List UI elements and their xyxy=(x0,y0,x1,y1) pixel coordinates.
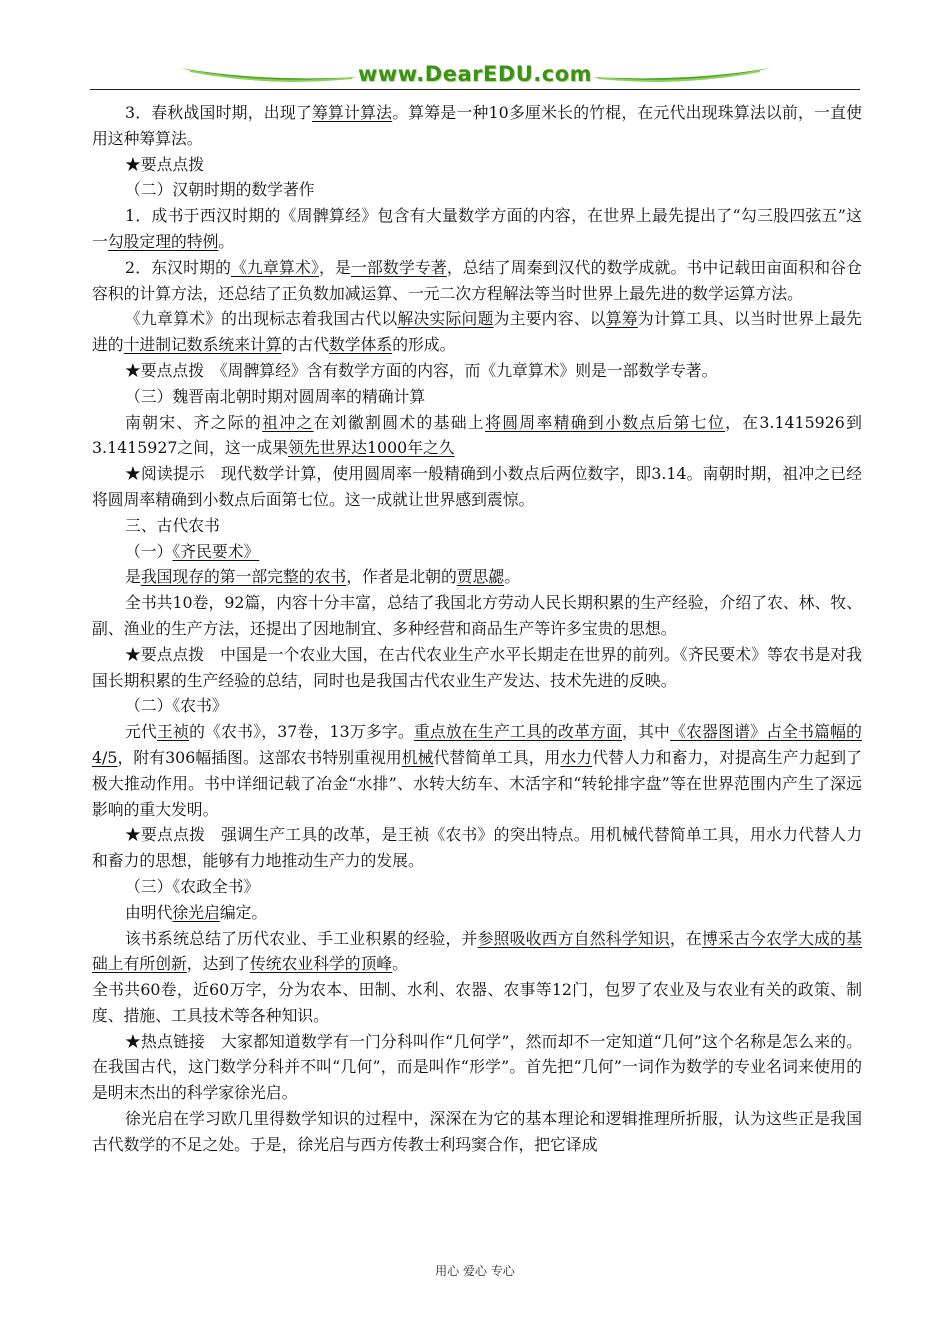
paragraph xyxy=(92,693,862,719)
underlined-text: 机械 xyxy=(401,747,434,767)
text-segment: （三）《农政全书》 xyxy=(125,876,260,896)
underlined-text: 祖冲之 xyxy=(262,412,314,432)
text-segment: 由明代 xyxy=(125,902,173,922)
text-segment: 三、古代农书 xyxy=(125,515,220,535)
paragraph xyxy=(92,539,862,565)
text-segment: 的形成。 xyxy=(392,335,456,355)
underlined-text: 贾思勰 xyxy=(456,567,505,587)
underlined-text: 将圆周率精确到小数点后第七位 xyxy=(485,412,726,432)
text-segment: 。算筹是一种10多厘米长的竹棍，在元代出现珠算法以前，一直使用这种筹算法。 xyxy=(92,103,862,148)
text-segment: （三）魏晋南北朝时期对圆周率的精确计算 xyxy=(125,386,426,406)
paragraph xyxy=(92,410,862,462)
text-segment: 该书系统总结了历代农业、手工业积累的经验，并 xyxy=(125,928,478,948)
site-logo-text: www.DearEDU.com xyxy=(357,62,593,86)
text-segment: 3．春秋战国时期，出现了 xyxy=(125,103,312,122)
paragraph xyxy=(92,306,862,358)
underlined-text: 王祯 xyxy=(157,722,190,742)
paragraph xyxy=(92,874,862,900)
text-segment: ★要点点拨 中国是一个农业大国，在古代农业生产水平长期走在世界的前列。《齐民要术》等农书是对我国长期积累的生产经验的总结，同时也是我国古代农业生产发达、技术先进的反映。 xyxy=(92,644,862,690)
text-segment: 元代 xyxy=(125,722,158,742)
article-body xyxy=(92,100,862,1158)
text-segment: 全书共60卷，近60万字，分为农本、田制、水利、农器、农事等12门，包罗了农业及与农业有关的政策、制度、措施、工具技术等各种知识。 xyxy=(92,980,862,1025)
text-segment: ★要点点拨 《周髀算经》含有数学方面的内容，而《九章算术》则是一部数学专著。 xyxy=(125,360,718,380)
underlined-text: 博采古今农学大成的基础上有所创新 xyxy=(92,928,862,974)
underlined-text: 传统农业科学的顶峰 xyxy=(250,954,393,974)
text-segment: 。 xyxy=(392,954,408,974)
text-segment: （二）汉朝时期的数学著作 xyxy=(125,180,315,200)
underlined-text: 勾股定理的特例 xyxy=(107,231,219,251)
text-segment: 是 xyxy=(125,567,141,587)
underlined-text: 数学体系 xyxy=(329,335,393,355)
text-segment: ，是 xyxy=(319,257,351,277)
text-segment: 为主要内容、以 xyxy=(493,309,606,329)
underlined-text: 我国现存的第一部完整的农书 xyxy=(140,567,347,587)
text-segment: ，达到了 xyxy=(186,954,250,974)
text-segment: ★阅读提示 现代数学计算，使用圆周率一般精确到小数点后两位数字，即3.14。南朝时期，祖冲之已经将圆周率精确到小数点后面第七位。这一成就让世界感到震惊。 xyxy=(92,464,862,509)
paragraph xyxy=(92,152,862,178)
underlined-text: 重点放在生产工具的改革方面 xyxy=(413,722,623,742)
paragraph xyxy=(92,513,862,539)
underlined-text: 《九章算术》 xyxy=(231,257,320,277)
text-segment: ，附有306幅插图。这部农书特别重视用 xyxy=(117,747,402,767)
text-segment: ★要点点拨 xyxy=(125,154,204,174)
text-segment: 代替人力和畜力，对提高生产力起到了极大推动作用。书中详细记载了冶金“水排”、水转大纺车、木活字和“转轮排字盘”等在世界范围内产生了深远影响的重大发明。 xyxy=(92,747,862,819)
text-segment: 《九章算术》的出现标志着我国古代以 xyxy=(125,309,398,329)
text-segment: 。 xyxy=(218,231,235,251)
text-segment: （一） xyxy=(125,541,173,561)
text-segment: 1．成书于西汉时期的《周髀算经》包含有大量数学方面的内容，在世界上最先提出了“勾三股四弦五”这一 xyxy=(92,206,862,251)
paragraph xyxy=(92,977,862,1029)
text-segment: 。 xyxy=(504,567,520,587)
page-footer: 用心 爱心 专心 xyxy=(435,1264,515,1278)
underlined-text: 《农器图谱》占全书篇幅的4/5 xyxy=(92,722,862,767)
text-segment: ，在3.1415926到3.1415927之间，这一成果 xyxy=(92,412,862,458)
underlined-text: 一部数学专著 xyxy=(350,257,447,277)
text-segment: 编定。 xyxy=(219,902,268,922)
text-segment: ，其中 xyxy=(622,722,671,742)
text-segment: 南朝宋、齐之际的 xyxy=(125,412,263,432)
paragraph xyxy=(92,1029,862,1106)
text-segment: 为计算工具、以当时世界上最先进的 xyxy=(92,309,862,355)
paragraph xyxy=(92,177,862,203)
text-segment: ，在 xyxy=(669,928,702,948)
text-segment: 的《农书》，37卷，13万多字。 xyxy=(189,722,414,742)
header-divider xyxy=(90,89,860,90)
text-segment: ，总结了周秦到汉代的数学成就。书中记载田亩面积和谷仓容积的计算方法，还总结了正负数加减运算、一元二次方程解法等当时世界上最先进的数学运算方法。 xyxy=(92,257,862,303)
paragraph xyxy=(92,719,862,822)
paragraph xyxy=(92,100,862,152)
paragraph xyxy=(92,358,862,384)
text-segment: 2．东汉时期的 xyxy=(125,257,232,277)
underlined-text: 《齐民要术》 xyxy=(172,541,260,561)
underlined-text: 徐光启 xyxy=(172,902,220,922)
text-segment: （二）《农书》 xyxy=(125,696,228,716)
paragraph xyxy=(92,461,862,513)
paragraph xyxy=(92,203,862,255)
underlined-text: 算筹 xyxy=(605,309,638,329)
paragraph xyxy=(92,900,862,926)
text-segment: 的古代 xyxy=(281,335,329,355)
text-segment: 全书共10卷，92篇，内容十分丰富，总结了我国北方劳动人民长期积累的生产经验，介绍了农、林、牧、副、渔业的生产方法，还提出了因地制宜、多种经营和商品生产等许多宝贵的思想。 xyxy=(92,593,862,638)
text-segment: 在刘徽割圆术的基础上 xyxy=(313,412,486,432)
paragraph xyxy=(92,590,862,642)
underlined-text: 十进制记数系统来计算 xyxy=(123,335,282,355)
paragraph xyxy=(92,564,862,590)
text-segment: ★要点点拨 强调生产工具的改革，是王祯《农书》的突出特点。用机械代替简单工具，用水力代替人力和畜力的思想，能够有力地推动生产力的发展。 xyxy=(92,825,862,871)
underlined-text: 水力 xyxy=(560,747,593,767)
underlined-text: 参照吸收西方自然科学知识 xyxy=(477,928,670,948)
page-header xyxy=(90,60,860,96)
text-segment: ★热点链接 大家都知道数学有一门分科叫作“几何学”，然而却不一定知道“几何”这个名称是怎么来的。在我国古代，这门数学分科并不叫“几何”，而是叫作“形学”。首先把“几何”一词作为数学的专业名词来使用的是明末杰出的科学家徐光启。 xyxy=(92,1031,862,1103)
paragraph xyxy=(92,926,862,978)
paragraph xyxy=(92,384,862,410)
text-segment: ，作者是北朝的 xyxy=(346,567,457,587)
text-segment: 代替简单工具，用 xyxy=(433,747,561,767)
paragraph xyxy=(92,255,862,307)
underlined-text: 领先世界达1000年之久 xyxy=(288,438,455,458)
paragraph xyxy=(92,822,862,874)
text-segment: 徐光启在学习欧几里得数学知识的过程中，深深在为它的基本理论和逻辑推理所折服，认为这些正是我国古代数学的不足之处。于是，徐光启与西方传教士利玛窦合作，把它译成 xyxy=(92,1109,862,1154)
underlined-text: 解决实际问题 xyxy=(397,309,494,329)
underlined-text: 筹算计算法 xyxy=(311,103,393,122)
paragraph xyxy=(92,642,862,694)
paragraph xyxy=(92,1106,862,1158)
